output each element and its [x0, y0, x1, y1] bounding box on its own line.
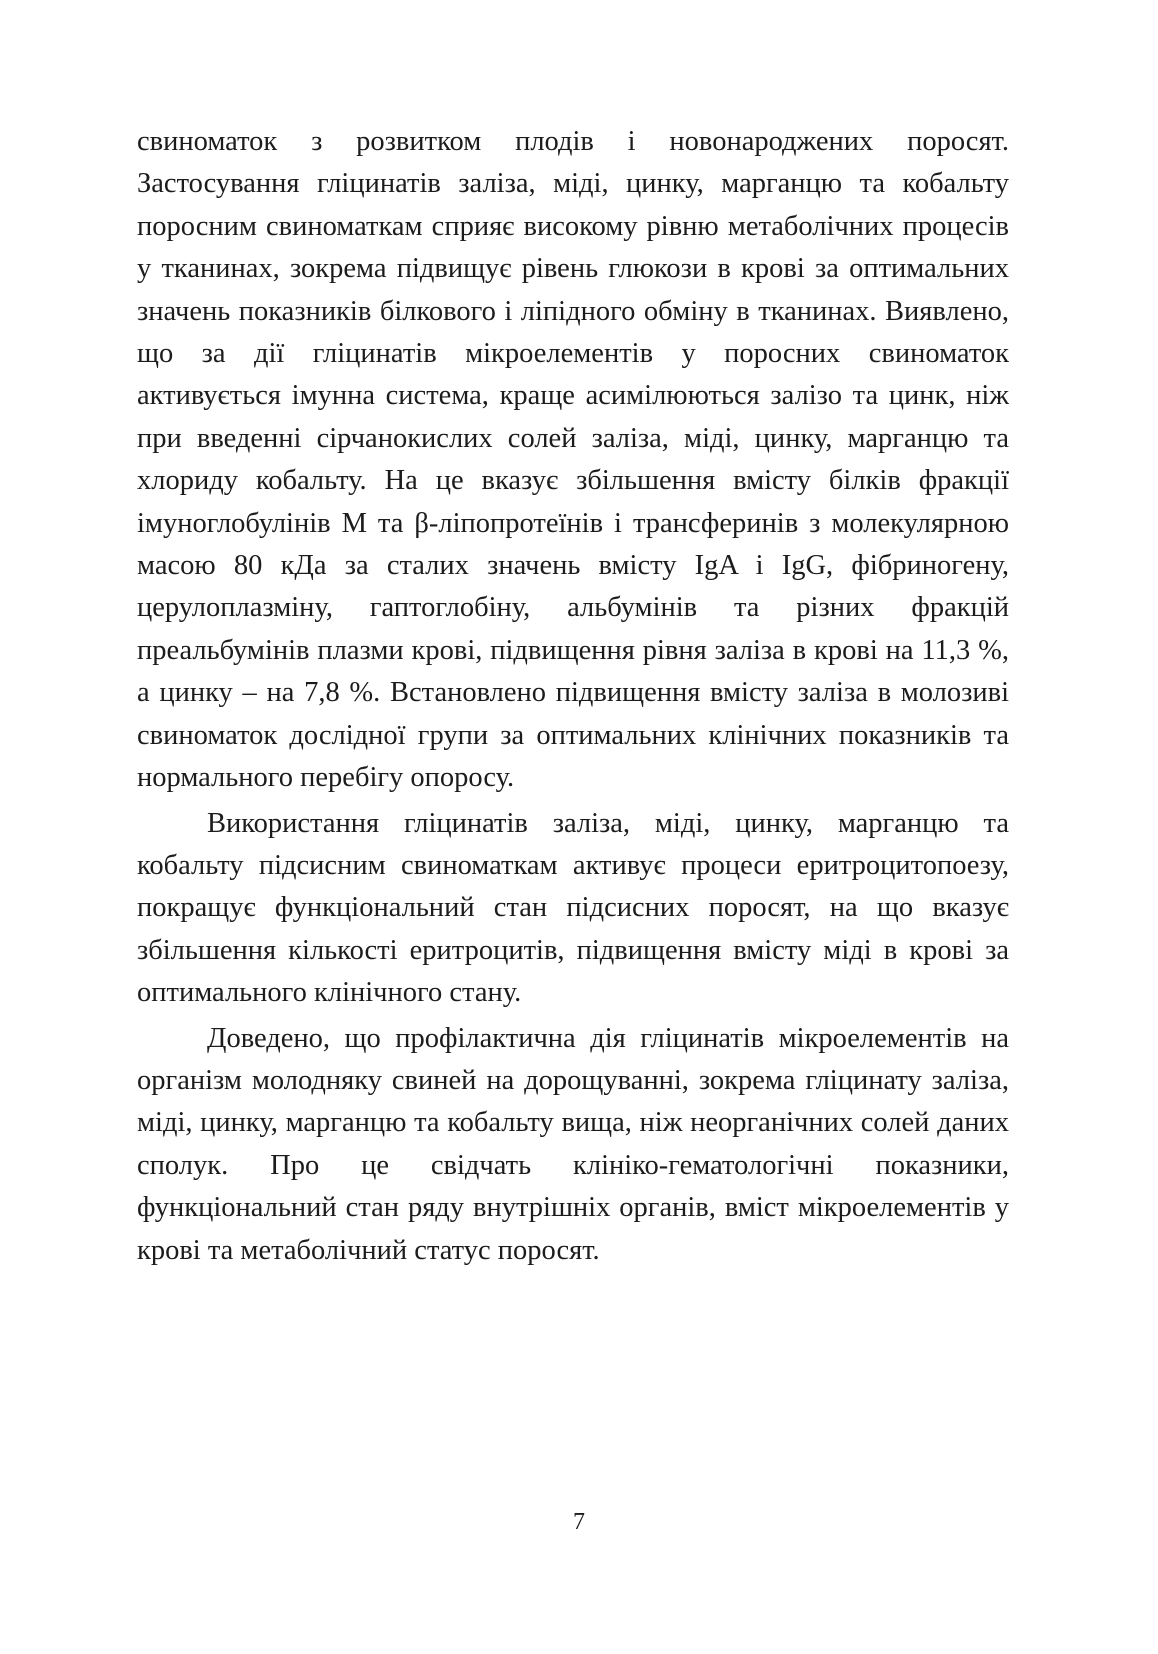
- page-number: 7: [573, 1509, 585, 1535]
- body-text: [137, 121, 1009, 1272]
- paragraph-lactating-sows: Використання гліцинатів заліза, міді, цинку, марганцю та кобальту підсисним свиноматкам активує процеси еритроцитопоезу, покращує функціональний стан підсисних поросят, на що вказує збільшення кількості еритроцитів, підвищення вмісту міді в крові за оптимального клінічного стану.: [137, 807, 1009, 1009]
- paragraph-conclusion: Доведено, що профілактична дія гліцинатів мікроелементів на організм молодняку свиней на дорощуванні, зокрема гліцинату заліза, міді, цинку, марганцю та кобальту вища, ніж неорганічних солей даних сполук. Про це свідчать клініко-гематологічні показники, функціональний стан ряду внутрішніх органів, вміст мікроелементів у крові та метаболічний статус поросят.: [137, 1022, 1009, 1266]
- paragraph-continued: свиноматок з розвитком плодів і новонароджених поросят. Застосування гліцинатів заліза, міді, цинку, марганцю та кобальту поросним свиноматкам сприяє високому рівню метаболічних процесів у тканинах, зокрема підвищує рівень глюкози в крові за оптимальних значень показників білкового і ліпідного обміну в тканинах. Виявлено, що за дії гліцинатів мікроелементів у поросних свиноматок активується імунна система, краще асимілюються залізо та цинк, ніж при введенні сірчанокислих солей заліза, міді, цинку, марганцю та хлориду кобальту. На це вказує збільшення вмісту білків фракції імуноглобулінів М та β-ліпопротеїнів і трансферинів з молекулярною масою 80 кДа за сталих значень вмісту IgA і IgG, фібриногену, церулоплазміну, гаптоглобіну, альбумінів та різних фракцій преальбумінів плазми крові, підвищення рівня заліза в крові на 11,3 %, а цинку – на 7,8 %. Встановлено підвищення вмісту заліза в молозиві свиноматок дослідної групи за оптимальних клінічних показників та нормального перебігу опоросу.: [137, 126, 1009, 794]
